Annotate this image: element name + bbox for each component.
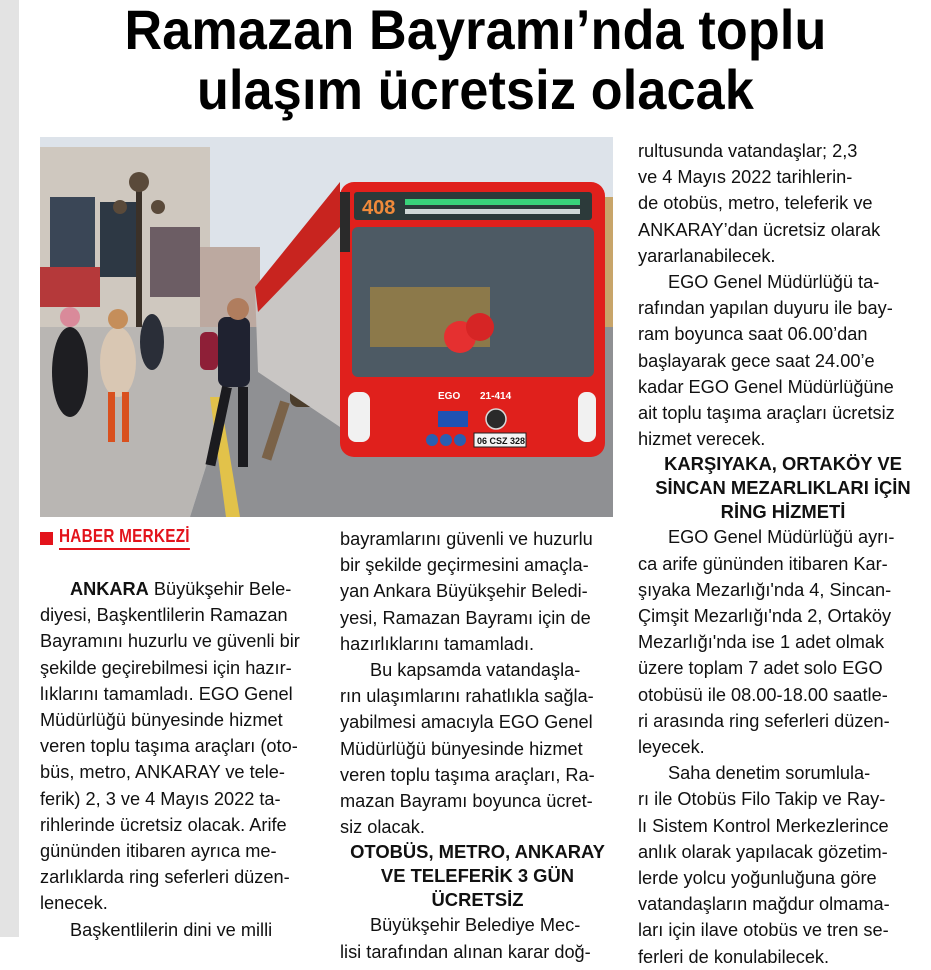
lamp-head xyxy=(151,200,165,214)
byline-text: HABER MERKEZİ xyxy=(59,526,190,550)
text-line: de otobüs, metro, teleferik ve xyxy=(638,193,873,214)
license-plate-text: 06 CSZ 328 xyxy=(477,436,526,446)
text-line: lenecek. xyxy=(40,893,108,914)
text-line: Başkentlilerin dini ve milli xyxy=(70,919,273,940)
text-line: rı ile Otobüs Filo Takip ve Ray- xyxy=(638,789,886,810)
text-line: başlayarak gece saat 24.00’e xyxy=(638,350,875,371)
subheading-line: OTOBÜS, METRO, ANKARAY xyxy=(350,841,605,863)
text-line: hizmet verecek. xyxy=(638,429,766,450)
text-line: kadar EGO Genel Müdürlüğüne xyxy=(638,376,894,397)
text-line: Müdürlüğü bünyesinde hizmet xyxy=(340,738,583,759)
pedestrian-leg xyxy=(108,392,115,442)
text-fragment: Büyükşehir Bele- xyxy=(148,579,292,599)
street-lamp xyxy=(136,177,142,337)
pedestrian xyxy=(140,314,164,370)
article-column-1 xyxy=(40,576,325,943)
text-line: anlık olarak yapılacak gözetim- xyxy=(638,841,888,862)
mercedes-star-emblem xyxy=(486,409,506,429)
text-line: zarlıklarda ring seferleri düzen- xyxy=(40,867,290,888)
lamp-head xyxy=(113,200,127,214)
accessibility-icon xyxy=(454,434,466,446)
headline-line-1: Ramazan Bayramı’nda toplu xyxy=(124,0,827,61)
paragraph xyxy=(340,912,615,964)
paragraph xyxy=(638,760,928,970)
lamp-head xyxy=(129,172,149,192)
text-line: veren toplu taşıma araçları, Ra- xyxy=(340,764,595,785)
passenger-leg xyxy=(238,387,248,467)
subheading-line: KARŞIYAKA, ORTAKÖY VE xyxy=(664,453,902,475)
bus-headlight-right xyxy=(578,392,596,442)
bus-route-number: 408 xyxy=(362,197,396,219)
paragraph xyxy=(638,269,928,452)
pedestrian-head xyxy=(60,307,80,327)
text-line: mazan Bayramı boyunca ücret- xyxy=(340,791,593,812)
text-line: bayramlarını güvenli ve huzurlu xyxy=(340,529,593,549)
text-line: leyecek. xyxy=(638,737,705,758)
bus-display-text xyxy=(405,199,580,205)
backpack xyxy=(200,332,218,370)
subheading-line: RİNG HİZMETİ xyxy=(720,501,846,523)
text-line: şekilde geçirebilmesi için hazır- xyxy=(40,657,292,678)
text-line: yararlanabilecek. xyxy=(638,245,776,266)
accessibility-icon xyxy=(426,434,438,446)
bus-ego-label: EGO xyxy=(438,391,461,402)
text-line: bir şekilde geçirmesini amaçla- xyxy=(340,555,589,576)
text-line: Mezarlığı'nda ise 1 adet olmak xyxy=(638,632,885,653)
accessibility-icon xyxy=(440,434,452,446)
paragraph xyxy=(638,138,928,269)
lead-dateline: ANKARA xyxy=(70,579,149,599)
article-photo xyxy=(40,137,613,517)
text-line: şıyaka Mezarlığı'nda 4, Sincan- xyxy=(638,579,892,600)
bus-headlight-left xyxy=(348,392,370,442)
text-line: ferleri de konulabilecek. xyxy=(638,946,830,967)
text-line: rın ulaşımlarını rahatlıkla sağla- xyxy=(340,686,594,707)
text-line: ram boyunca saat 06.00’dan xyxy=(638,324,868,345)
text-line: gününden itibaren ayrıca me- xyxy=(40,841,277,862)
text-line: siz olacak. xyxy=(340,817,425,838)
text-line: rafından yapılan duyuru ile bay- xyxy=(638,298,893,319)
pedestrian-head xyxy=(108,309,128,329)
headline xyxy=(52,0,899,120)
subheading-line: VE TELEFERİK 3 GÜN xyxy=(380,865,575,887)
ego-logo xyxy=(438,411,468,427)
text-line: ferik) 2, 3 ve 4 Mayıs 2022 ta- xyxy=(40,788,281,809)
pedestrian xyxy=(52,327,88,417)
building-window xyxy=(50,197,95,277)
text-line: Bayramını huzurlu ve güvenli bir xyxy=(40,631,300,652)
text-line: Bu kapsamda vatandaşla- xyxy=(370,660,581,681)
text-line: Büyükşehir Belediye Mec- xyxy=(370,915,581,936)
subheading-ring-service xyxy=(638,452,928,524)
text-line: büs, metro, ANKARAY ve tele- xyxy=(40,762,285,783)
text-line: Çimşit Mezarlığı'nda 2, Ortaköy xyxy=(638,606,892,627)
text-line: ait toplu taşıma araçları ücretsiz xyxy=(638,403,895,424)
paragraph xyxy=(40,576,325,917)
text-line: diyesi, Başkentlilerin Ramazan xyxy=(40,605,288,626)
text-line: veren toplu taşıma araçları (oto- xyxy=(40,736,298,757)
subheading-free-transit xyxy=(340,840,615,912)
byline-square-icon xyxy=(40,532,53,545)
bus-fleet-number: 21-414 xyxy=(480,391,512,402)
passenger-head xyxy=(227,298,249,320)
text-line: ları için ilave otobüs ve tren se- xyxy=(638,920,889,941)
text-line: vatandaşların mağdur olmama- xyxy=(638,894,890,915)
pedestrian-leg xyxy=(122,392,129,442)
byline xyxy=(40,527,213,549)
text-line: lı Sistem Kontrol Merkezlerince xyxy=(638,815,889,836)
text-line: ANKARAY’dan ücretsiz olarak xyxy=(638,219,881,240)
bus-mirror xyxy=(340,192,350,252)
pedestrian xyxy=(100,327,136,397)
headline-line-2: ulaşım ücretsiz olacak xyxy=(196,58,754,121)
bus-display-text xyxy=(405,209,580,214)
text-line: rihlerinde ücretsiz olacak. Arife xyxy=(40,814,287,835)
red-balloon xyxy=(466,313,494,341)
text-line: yan Ankara Büyükşehir Beledi- xyxy=(340,581,588,602)
text-line: yabilmesi amacıyla EGO Genel xyxy=(340,712,593,733)
text-line: rultusunda vatandaşlar; 2,3 xyxy=(638,141,858,161)
boarding-passenger xyxy=(218,317,250,387)
bus-photo-illustration xyxy=(40,137,613,517)
text-line: lıklarını tamamladı. EGO Genel xyxy=(40,683,293,704)
paragraph xyxy=(340,526,615,657)
text-line: Müdürlüğü bünyesinde hizmet xyxy=(40,710,283,731)
text-line: yesi, Ramazan Bayramı için de xyxy=(340,607,591,628)
text-line: üzere toplam 7 adet solo EGO xyxy=(638,658,883,679)
shop-sign xyxy=(40,267,100,307)
article-column-2 xyxy=(340,526,615,965)
text-line: hazırlıklarını tamamladı. xyxy=(340,633,535,654)
subheading-line: ÜCRETSİZ xyxy=(431,889,524,911)
text-line: otobüsü ile 08.00-18.00 saatle- xyxy=(638,684,888,705)
building-window xyxy=(150,227,200,297)
text-line: Saha denetim sorumlula- xyxy=(668,763,871,784)
text-line: lisi tarafından alınan karar doğ- xyxy=(340,941,591,962)
subheading-line: SİNCAN MEZARLIKLARI İÇİN xyxy=(655,477,911,499)
text-line: ve 4 Mayıs 2022 tarihlerin- xyxy=(638,167,853,188)
paragraph xyxy=(638,524,928,760)
text-line: EGO Genel Müdürlüğü ayrı- xyxy=(668,527,895,548)
article-column-3 xyxy=(638,138,928,970)
text-line: lerde yolcu yoğunluğuna göre xyxy=(638,868,877,889)
text-line: ri arasında ring seferleri düzen- xyxy=(638,710,890,731)
text-line: EGO Genel Müdürlüğü ta- xyxy=(668,272,880,293)
paragraph xyxy=(40,917,325,943)
text-line: ca arife gününden itibaren Kar- xyxy=(638,553,888,574)
text-line xyxy=(40,576,325,602)
paragraph xyxy=(340,657,615,840)
page-margin-strip xyxy=(0,0,19,937)
